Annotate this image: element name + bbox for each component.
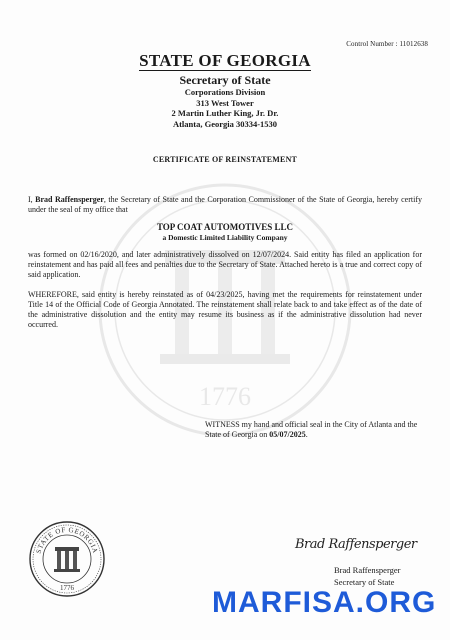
witness-statement	[205, 420, 430, 440]
entity-name: TOP COAT AUTOMOTIVES LLC	[156, 222, 294, 232]
seal-ring-text: STATE OF GEORGIA	[34, 525, 100, 555]
paragraph-wherefore: WHEREFORE, said entity is hereby reinstated as of 04/23/2025, having met the requirements for reinstatement under Title 14 of the Official Code of Georgia Annotated. The reinstatement shall relate back to and take effect as of the date of the administrative dissolution and the entity may resume its business as if the administrative dissolution had never occurred.	[28, 290, 422, 329]
entity-block	[0, 222, 450, 242]
state-title: STATE OF GEORGIA	[139, 51, 311, 70]
watermark-year: 1776	[199, 382, 251, 411]
signatory-name: Brad Raffensperger	[334, 565, 401, 575]
address-line-3: Atlanta, Georgia 30334-1530	[172, 118, 278, 129]
paragraph-suffix: , the Secretary of State and the Corporation Commissioner of the State of Georgia, hereby certify under the seal of my office that	[28, 195, 422, 214]
control-number: Control Number : 11012638	[346, 40, 428, 48]
paragraph-prefix: I,	[28, 195, 36, 204]
letterhead	[0, 52, 450, 129]
address-line-2: 2 Martin Luther King, Jr. Dr.	[171, 108, 279, 118]
witness-date: 05/07/2025	[269, 430, 306, 439]
address-line-1: 313 West Tower	[196, 97, 254, 108]
signature: Brad Raffensperger	[295, 537, 417, 552]
secretary-heading: Secretary of State	[179, 73, 271, 87]
secretary-name: Brad Raffensperger	[35, 195, 104, 204]
witness-end: .	[305, 430, 308, 439]
division: Corporations Division	[184, 87, 266, 97]
paragraph-formation: was formed on 02/16/2020, and later administratively dissolved on 12/07/2024. Said entity has filed an application for reinstatement and has paid all fees and penalties due to the Secretary of State. Attached hereto is a true and correct copy of said application.	[28, 250, 422, 279]
entity-type: a Domestic Limited Liability Company	[162, 233, 288, 242]
witness-text: WITNESS my hand and official seal in the City of Atlanta and the State of Georgia on	[205, 420, 418, 439]
watermark-brand: MARFISA.ORG	[212, 586, 437, 619]
paragraph-certify	[28, 195, 422, 215]
signatory-title: Secretary of State	[334, 577, 395, 587]
seal-year: 1776	[60, 584, 74, 592]
state-seal-icon	[28, 520, 106, 598]
certificate-title: CERTIFICATE OF REINSTATEMENT	[152, 155, 298, 164]
